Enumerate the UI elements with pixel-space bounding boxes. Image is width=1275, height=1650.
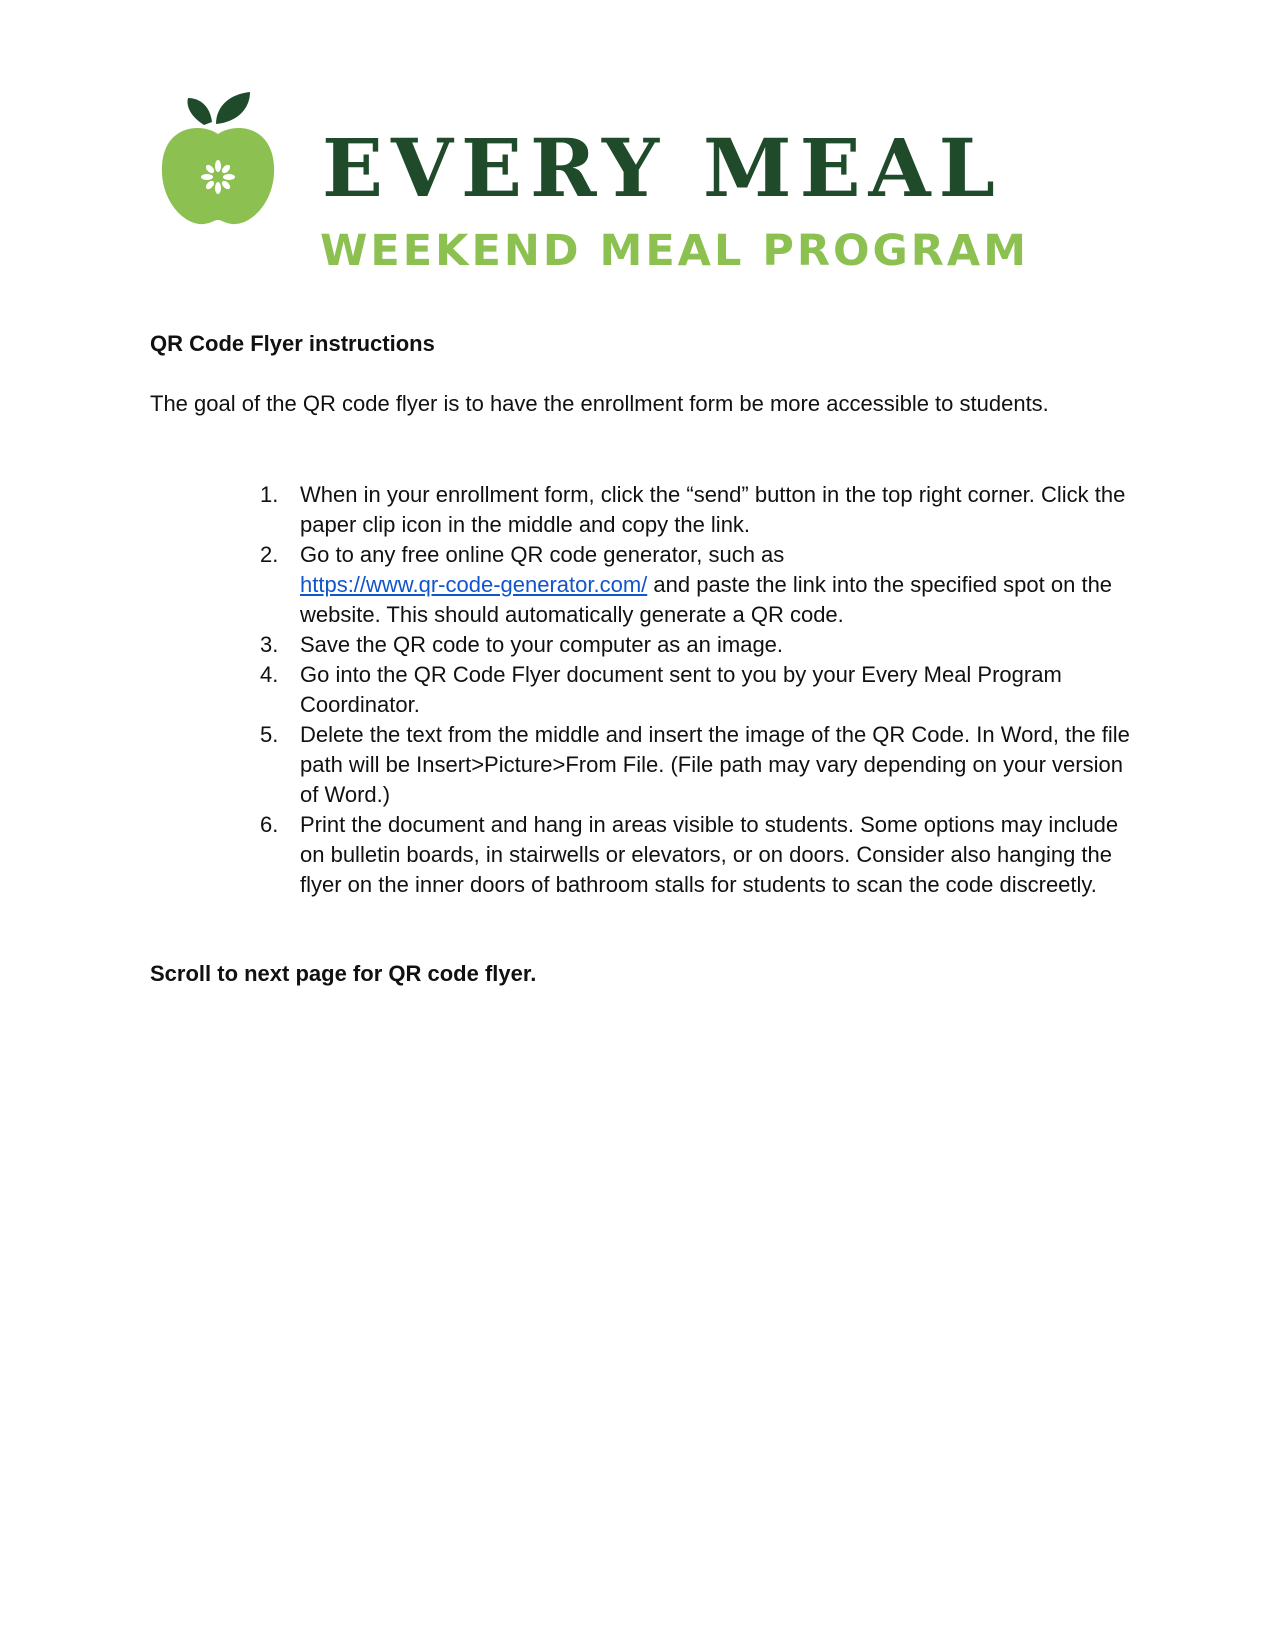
qr-generator-link[interactable]: https://www.qr-code-generator.com/	[300, 572, 648, 597]
list-item-step-4	[260, 660, 1130, 720]
step-number: 4.	[260, 662, 279, 687]
scroll-note: Scroll to next page for QR code flyer.	[150, 961, 537, 986]
step-text: Save the QR code to your computer as an image.	[300, 632, 784, 657]
instructions-list	[260, 480, 1130, 900]
step-text-after-link: and paste the link into the specified spot on the website. This should automatically generate a QR code.	[300, 572, 1113, 627]
step-text: Delete the text from the middle and insert the image of the QR Code. In Word, the file path will be Insert>Picture>From File. (File path may vary depending on your version of Word.)	[300, 722, 1130, 807]
every-meal-logo	[160, 88, 1060, 278]
step-text-before-link: Go to any free online QR code generator, such as	[300, 542, 785, 567]
intro-paragraph: The goal of the QR code flyer is to have the enrollment form be more accessible to students.	[150, 391, 1049, 416]
step-number: 2.	[260, 542, 279, 567]
step-text: Go into the QR Code Flyer document sent to you by your Every Meal Program Coordinator.	[300, 662, 1062, 717]
step-text: Print the document and hang in areas visible to students. Some options may include on bulletin boards, in stairwells or elevators, or on doors. Consider also hanging the flyer on the inner doors of bathroom stalls for students to scan the code discreetly.	[300, 812, 1119, 897]
step-number: 5.	[260, 722, 279, 747]
step-text: When in your enrollment form, click the “send” button in the top right corner. Click the paper clip icon in the middle and copy the link.	[300, 482, 1126, 537]
list-item-step-5	[260, 720, 1130, 810]
list-item-step-6	[260, 810, 1130, 900]
step-number: 1.	[260, 482, 279, 507]
document-heading: QR Code Flyer instructions	[150, 331, 435, 356]
apple-icon	[160, 88, 276, 230]
step-number: 6.	[260, 812, 279, 837]
logo-subtitle: WEEKEND MEAL PROGRAM	[320, 226, 1029, 276]
list-item-step-2	[260, 540, 1130, 630]
step-number: 3.	[260, 632, 279, 657]
list-item-step-3	[260, 630, 1130, 660]
logo-title: EVERY MEAL	[322, 121, 1003, 215]
list-item-step-1	[260, 480, 1130, 540]
